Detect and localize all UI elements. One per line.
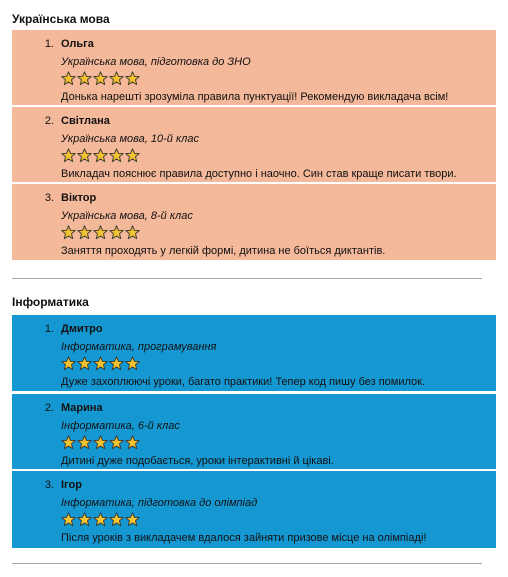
section-divider xyxy=(12,278,482,279)
section-title-ukrainian: Українська мова xyxy=(12,12,110,26)
star-icon xyxy=(125,71,140,86)
reviewer-name: Віктор xyxy=(61,192,97,204)
star-icon xyxy=(61,512,76,527)
star-rating xyxy=(61,148,140,164)
star-icon xyxy=(109,512,124,527)
star-icon xyxy=(77,71,92,86)
review-card xyxy=(12,107,496,182)
review-subject: Інформатика, програмування xyxy=(61,341,217,353)
star-rating xyxy=(61,225,140,241)
review-subject: Інформатика, 6-й клас xyxy=(61,420,180,432)
star-icon xyxy=(93,71,108,86)
review-text: Після уроків з викладачем вдалося зайняти призове місце на олімпіаді! xyxy=(61,532,427,544)
star-icon xyxy=(125,148,140,163)
star-icon xyxy=(77,356,92,371)
review-number: 3. xyxy=(44,479,54,491)
star-icon xyxy=(109,148,124,163)
review-subject: Інформатика, підготовка до олімпіад xyxy=(61,497,258,509)
reviewer-name: Ольга xyxy=(61,38,94,50)
review-card xyxy=(12,315,496,391)
star-icon xyxy=(61,356,76,371)
reviewer-name: Світлана xyxy=(61,115,110,127)
review-text: Дуже захоплюючі уроки, багато практики! Тепер код пишу без помилок. xyxy=(61,376,426,388)
review-card xyxy=(12,471,496,548)
star-icon xyxy=(109,435,124,450)
section-divider xyxy=(12,563,482,564)
review-card xyxy=(12,394,496,469)
star-rating xyxy=(61,356,140,372)
star-icon xyxy=(125,435,140,450)
star-icon xyxy=(125,356,140,371)
star-rating xyxy=(61,512,140,528)
star-icon xyxy=(93,225,108,240)
star-icon xyxy=(61,71,76,86)
star-icon xyxy=(77,148,92,163)
review-number: 1. xyxy=(44,38,54,50)
star-icon xyxy=(109,225,124,240)
star-icon xyxy=(125,512,140,527)
review-number: 1. xyxy=(44,323,54,335)
star-icon xyxy=(93,512,108,527)
review-subject: Українська мова, підготовка до ЗНО xyxy=(61,56,251,68)
star-icon xyxy=(125,225,140,240)
star-rating xyxy=(61,71,140,87)
star-icon xyxy=(93,148,108,163)
review-number: 2. xyxy=(44,402,54,414)
star-icon xyxy=(93,435,108,450)
reviewer-name: Марина xyxy=(61,402,103,414)
review-text: Донька нарешті зрозуміла правила пунктуації! Рекомендую викладача всім! xyxy=(61,91,449,103)
star-icon xyxy=(77,435,92,450)
star-icon xyxy=(77,225,92,240)
section-title-informatics: Інформатика xyxy=(12,295,89,309)
star-icon xyxy=(61,225,76,240)
reviewer-name: Ігор xyxy=(61,479,82,491)
review-card xyxy=(12,184,496,260)
review-text: Заняття проходять у легкій формі, дитина не боїться диктантів. xyxy=(61,245,386,257)
review-number: 3. xyxy=(44,192,54,204)
review-subject: Українська мова, 10-й клас xyxy=(61,133,199,145)
review-text: Викладач пояснює правила доступно і наочно. Син став краще писати твори. xyxy=(61,168,457,180)
star-icon xyxy=(61,435,76,450)
review-text: Дитині дуже подобається, уроки інтерактивні й цікаві. xyxy=(61,455,334,467)
review-number: 2. xyxy=(44,115,54,127)
review-subject: Українська мова, 8-й клас xyxy=(61,210,193,222)
star-icon xyxy=(109,356,124,371)
star-icon xyxy=(93,356,108,371)
star-icon xyxy=(77,512,92,527)
review-card xyxy=(12,30,496,105)
star-icon xyxy=(61,148,76,163)
star-icon xyxy=(109,71,124,86)
star-rating xyxy=(61,435,140,451)
reviewer-name: Дмитро xyxy=(61,323,103,335)
